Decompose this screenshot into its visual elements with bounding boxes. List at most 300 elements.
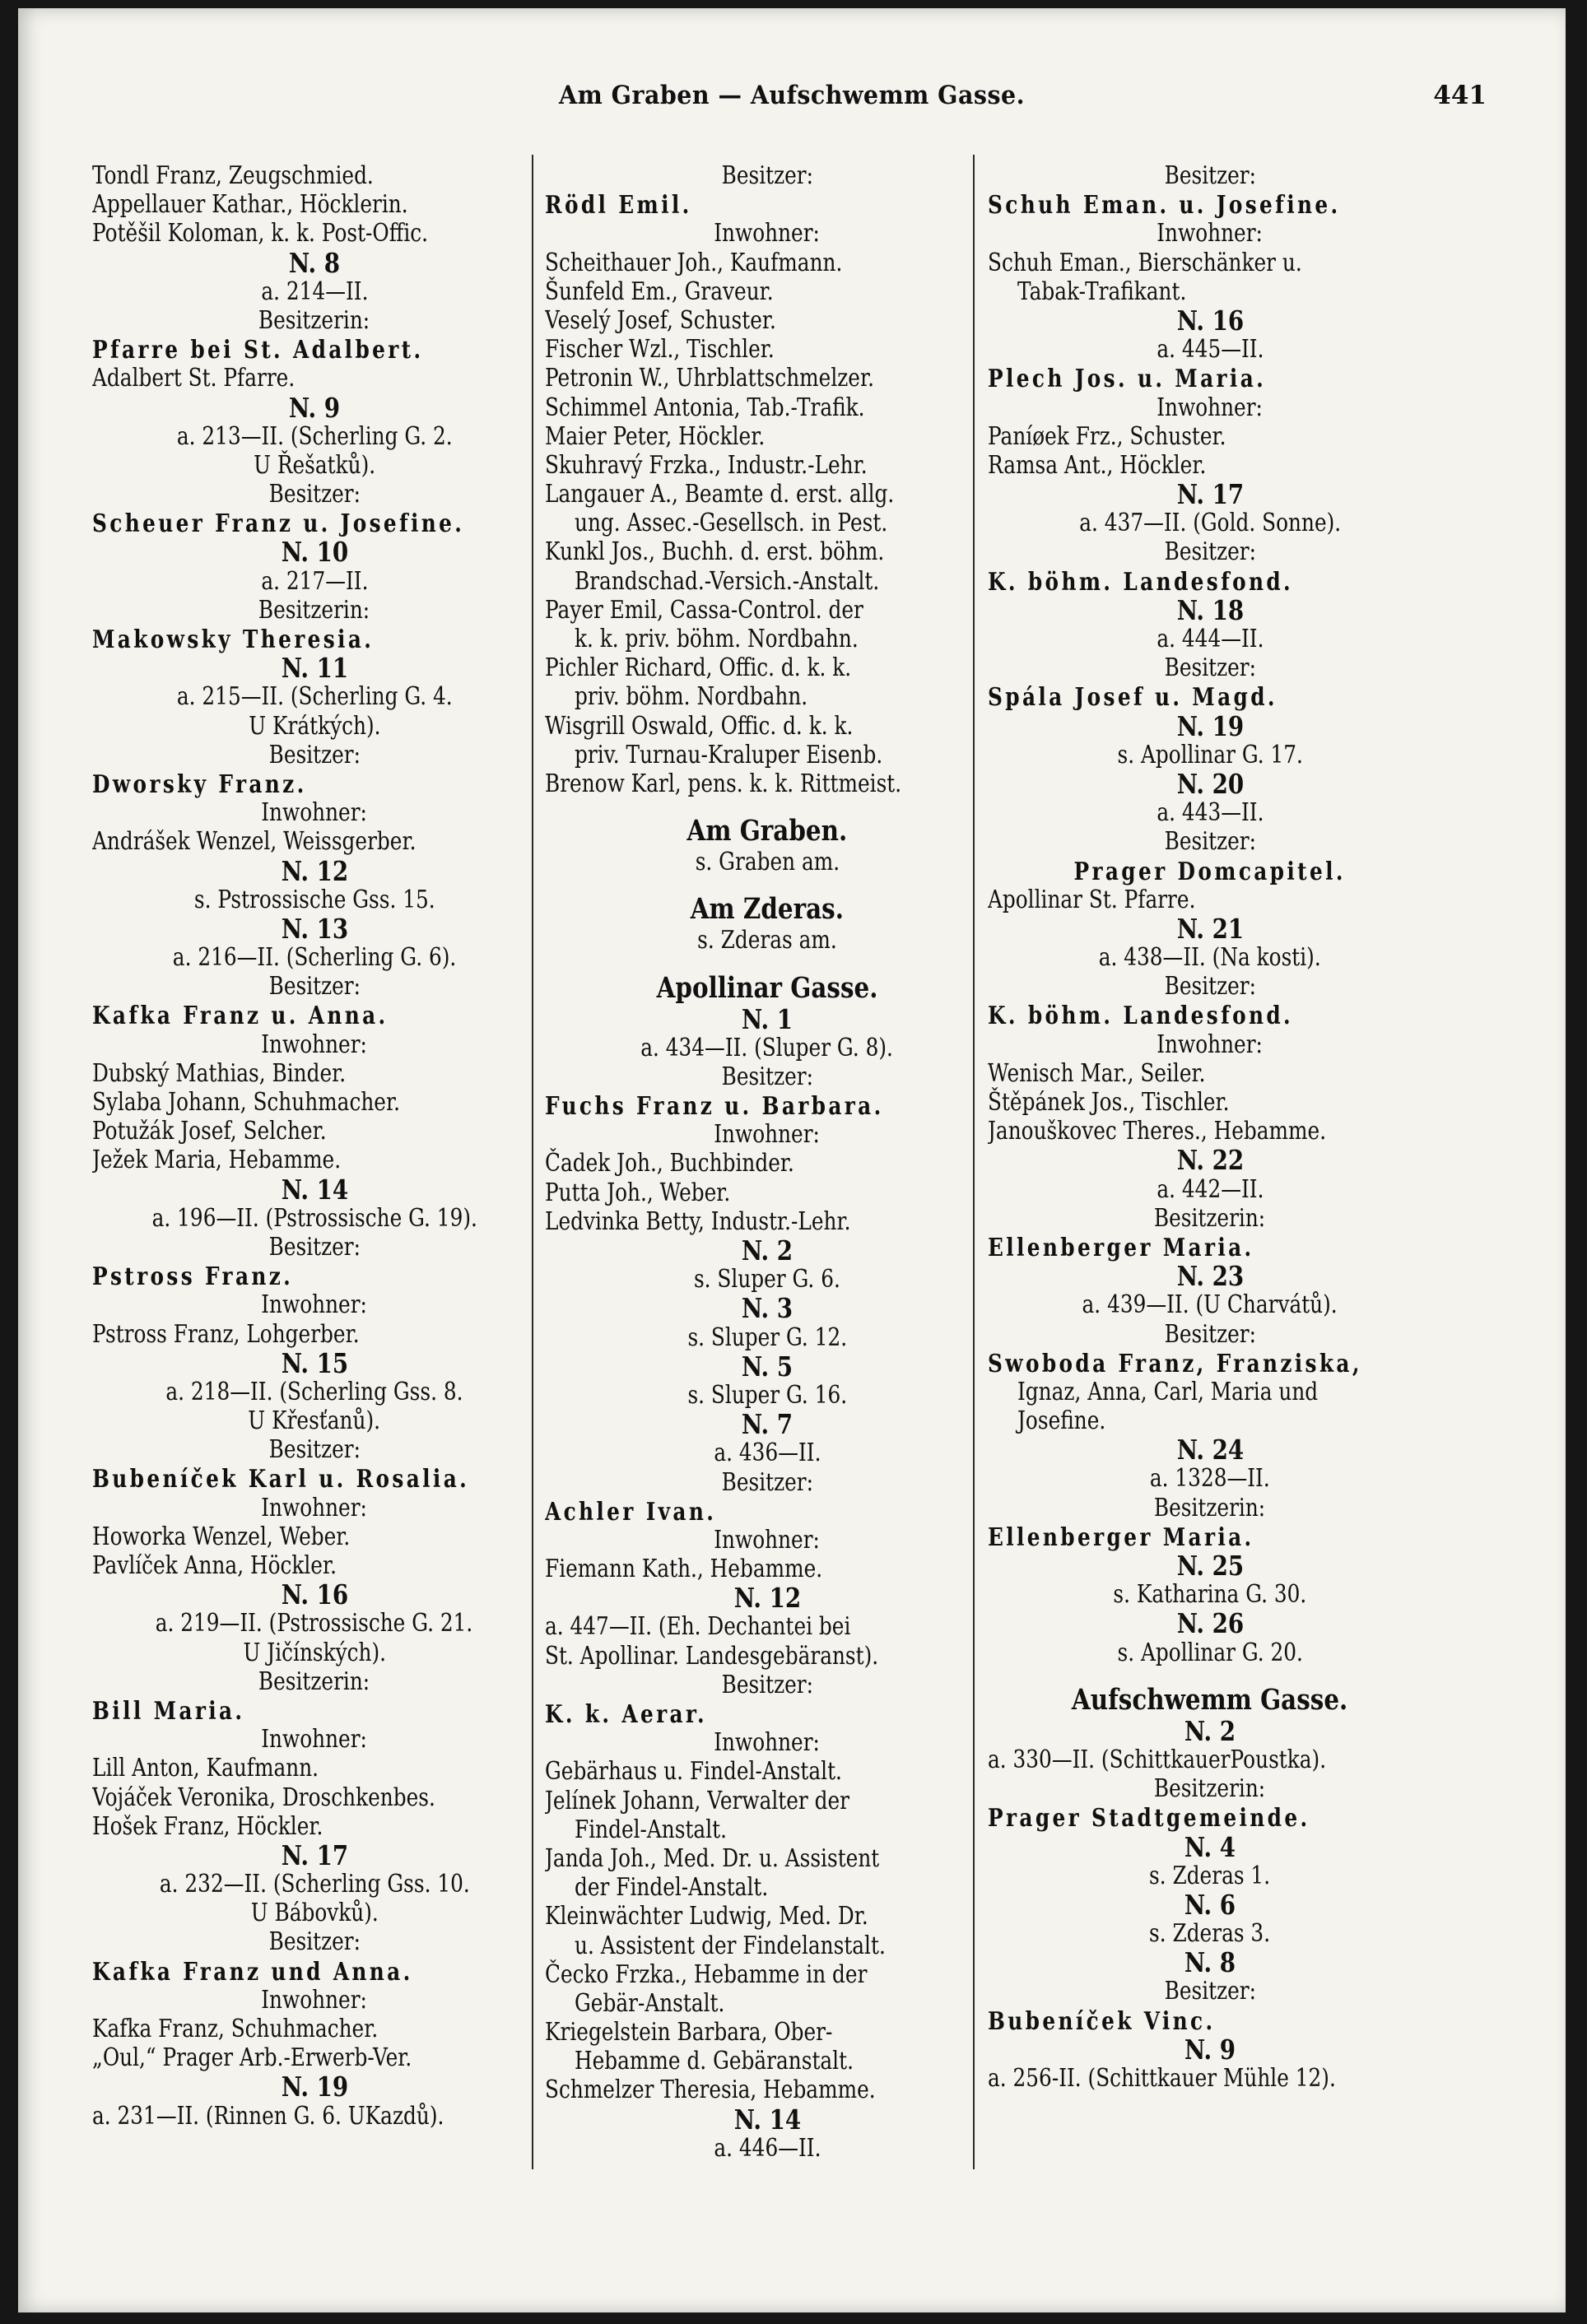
entry-line	[92, 1088, 537, 1117]
owner-name	[545, 190, 989, 219]
house-number-text: N. 26	[1176, 1607, 1244, 1640]
column-divider-left	[532, 155, 533, 2169]
entry-line	[545, 1960, 989, 1989]
section-label-text: Besitzer:	[268, 740, 361, 769]
section-label	[545, 161, 989, 190]
entry-line	[92, 2102, 537, 2131]
entry-line	[545, 1757, 989, 1786]
entry-line-text: Skuhravý Frzka., Industr.-Lehr.	[545, 450, 868, 479]
owner-name	[988, 190, 1432, 219]
entry-line-text: Fiemann Kath., Hebamme.	[545, 1555, 823, 1583]
entry-line	[92, 1146, 537, 1174]
section-label	[988, 1774, 1432, 1803]
entry-line-text: Kafka Franz, Schuhmacher.	[92, 2015, 379, 2043]
house-number	[988, 1435, 1432, 1464]
entry-line-text: Štěpánek Jos., Tischler.	[988, 1088, 1230, 1116]
house-number-text: N. 9	[288, 391, 341, 424]
owner-name	[988, 567, 1432, 596]
owner-name-text: Achler Ivan.	[545, 1496, 717, 1526]
entry-line	[92, 1522, 537, 1551]
section-label-text: Besitzerin:	[258, 595, 370, 624]
entry-line-text: Langauer A., Beamte d. erst. allg.	[545, 480, 895, 509]
section-label-text: Besitzer:	[1164, 1977, 1256, 2006]
house-number	[545, 1236, 989, 1265]
owner-name-text: K. böhm. Landesfond.	[988, 1001, 1294, 1030]
entry-line-text: Kriegelstein Barbara, Ober-	[545, 2018, 833, 2047]
section-label-text: Inwohner:	[714, 1525, 821, 1554]
page-header	[18, 81, 1566, 122]
owner-name	[92, 769, 537, 798]
section-label-text: Besitzer:	[721, 1062, 813, 1090]
section-label	[545, 848, 989, 876]
house-number	[92, 854, 537, 887]
owner-name	[92, 1957, 537, 1986]
entry-continuation-text: der Findel-Anstalt.	[575, 1873, 769, 1902]
section-label-text: Besitzer:	[1164, 537, 1256, 566]
house-number-text: N. 5	[741, 1350, 794, 1383]
section-label-text: a. 446—II.	[713, 2133, 821, 2162]
section-label	[92, 798, 537, 827]
section-label-text: Inwohner:	[261, 1290, 368, 1319]
column-divider-right	[973, 155, 975, 2169]
entry-line	[545, 364, 989, 393]
entry-line-text: Gebärhaus u. Findel-Anstalt.	[545, 1757, 842, 1786]
section-label	[988, 335, 1432, 364]
entry-line-text: Schuh Eman., Bierschänker u.	[988, 248, 1302, 277]
entry-line	[545, 653, 989, 682]
section-label	[545, 1062, 989, 1091]
section-label-text: Inwohner:	[714, 1120, 821, 1149]
entry-continuation-text: priv. Turnau-Kraluper Eisenb.	[575, 740, 883, 769]
section-label-text: s. Zderas 3.	[1149, 1919, 1271, 1948]
page-title: Am Graben — Aufschwemm Gasse.	[559, 81, 1025, 110]
house-number	[92, 536, 537, 569]
house-number	[988, 1714, 1432, 1747]
section-label-text: Inwohner:	[261, 1985, 368, 2014]
entry-continuation-text: Ignaz, Anna, Carl, Maria und	[1017, 1377, 1319, 1406]
entry-line-text: Paníøek Frz., Schuster.	[988, 421, 1226, 450]
entry-line	[545, 249, 989, 277]
entry-line-text: Apollinar St. Pfarre.	[988, 885, 1196, 913]
entry-line-text: „Oul,“ Prager Arb.-Erwerb-Ver.	[92, 2043, 412, 2072]
owner-name-text: Pfarre bei St. Adalbert.	[92, 335, 424, 365]
entry-line-text: Janouškovec Theres., Hebamme.	[988, 1117, 1327, 1146]
house-number	[92, 1346, 537, 1379]
page-number: 441	[1433, 81, 1487, 110]
section-label	[545, 1671, 989, 1699]
house-number-text: N. 8	[288, 246, 341, 279]
entry-line-text: Dubský Mathias, Binder.	[92, 1058, 347, 1087]
house-number	[92, 246, 537, 279]
section-label-text: U Řešatků).	[253, 450, 376, 479]
entry-line	[92, 1551, 537, 1580]
entry-continuation	[545, 1989, 989, 2018]
owner-name	[545, 1699, 989, 1728]
owner-name	[988, 857, 1432, 885]
entry-line	[988, 249, 1432, 277]
section-label-text: s. Zderas 1.	[1149, 1861, 1271, 1889]
section-label-text: Besitzerin:	[258, 1666, 370, 1695]
entry-line	[545, 1642, 989, 1671]
entry-line	[92, 1059, 537, 1088]
entry-line	[545, 306, 989, 335]
owner-name	[92, 1262, 537, 1290]
section-label	[988, 509, 1432, 537]
entry-continuation-text: Findel-Anstalt.	[575, 1815, 727, 1843]
street-heading	[545, 810, 989, 848]
entry-line	[92, 161, 537, 190]
section-label-text: a. 215—II. (Scherling G. 4.	[176, 682, 453, 711]
entry-continuation	[545, 1931, 989, 1960]
street-heading	[545, 967, 989, 1005]
entry-line	[988, 1745, 1432, 1774]
column-left	[92, 161, 537, 2131]
entry-line	[545, 480, 989, 509]
house-number-text: N. 10	[281, 536, 348, 569]
owner-name	[988, 682, 1432, 711]
entry-line-text: Lill Anton, Kaufmann.	[92, 1754, 319, 1783]
section-label-text: s. Pstrossische Gss. 15.	[193, 885, 435, 913]
house-number	[988, 1609, 1432, 1638]
section-label	[92, 277, 537, 306]
owner-name	[92, 335, 537, 364]
entry-continuation-text: Brandschad.-Versich.-Anstalt.	[575, 566, 880, 595]
section-label-text: a. 437—II. (Gold. Sonne).	[1079, 509, 1341, 537]
entry-line-text: Petronin W., Uhrblattschmelzer.	[545, 364, 874, 393]
owner-name-text: Makowsky Theresia.	[92, 625, 375, 653]
house-number-text: N. 18	[1176, 593, 1244, 626]
section-label	[545, 1265, 989, 1294]
house-number-text: N. 8	[1184, 1946, 1236, 1979]
owner-name-text: Bubeníček Karl u. Rosalia.	[92, 1464, 470, 1494]
entry-line-text: Jelínek Johann, Verwalter der	[545, 1786, 849, 1815]
entry-continuation	[988, 277, 1432, 306]
section-label-text: s. Apollinar G. 20.	[1117, 1638, 1303, 1666]
entry-line	[545, 2018, 989, 2047]
entry-line-text: Schimmel Antonia, Tab.-Trafik.	[545, 393, 865, 421]
entry-line	[545, 1555, 989, 1583]
section-label-text: Inwohner:	[261, 1725, 368, 1754]
house-number	[545, 1582, 989, 1615]
entry-line-text: Brenow Karl, pens. k. k. Rittmeist.	[545, 769, 902, 797]
section-label	[92, 1435, 537, 1464]
entry-line	[988, 1088, 1432, 1117]
section-label-text: Besitzer:	[1164, 1319, 1256, 1348]
entry-line	[988, 2064, 1432, 2093]
owner-name-text: K. k. Aerar.	[545, 1699, 708, 1728]
entry-line	[92, 1117, 537, 1146]
section-label-text: a. 216—II. (Scherling G. 6).	[172, 943, 457, 972]
owner-name-text: Ellenberger Maria.	[988, 1522, 1254, 1551]
owner-name	[988, 364, 1432, 393]
entry-continuation-text: Gebär-Anstalt.	[575, 1988, 725, 2017]
owner-name	[988, 1803, 1432, 1832]
section-label	[988, 798, 1432, 827]
section-label-text: a. 1328—II.	[1150, 1464, 1270, 1493]
owner-name-text: Pstross Franz.	[92, 1262, 294, 1291]
section-label-text: Inwohner:	[261, 1030, 368, 1058]
house-number	[988, 1260, 1432, 1293]
section-label	[92, 1233, 537, 1262]
section-label-text: Besitzer:	[268, 1232, 361, 1261]
entry-continuation-text: ung. Assec.-Gesellsch. in Pest.	[575, 509, 888, 537]
entry-line	[545, 2075, 989, 2104]
section-label-text: a. 214—II.	[260, 277, 369, 305]
entry-line	[545, 1149, 989, 1178]
entry-line	[92, 827, 537, 856]
entry-continuation-text: Josefine.	[1017, 1406, 1106, 1435]
entry-line-text: Potužák Josef, Selcher.	[92, 1117, 327, 1146]
section-label	[92, 1204, 537, 1233]
section-label	[988, 537, 1432, 566]
house-number	[92, 2072, 537, 2101]
entry-continuation-text: Tabak-Trafikant.	[1017, 277, 1187, 305]
house-number-text: N. 19	[1176, 709, 1244, 742]
owner-name-text: Rödl Emil.	[545, 190, 692, 220]
house-number-text: N. 20	[1176, 767, 1244, 800]
street-heading	[988, 1679, 1432, 1717]
section-label-text: a. 196—II. (Pstrossische G. 19).	[151, 1203, 477, 1232]
entry-line	[545, 712, 989, 741]
house-number-text: N. 13	[281, 912, 348, 945]
owner-name-text: Dworsky Franz.	[92, 769, 307, 798]
section-label	[545, 1120, 989, 1149]
entry-line-text: Veselý Josef, Schuster.	[545, 305, 776, 334]
entry-continuation-text: priv. böhm. Nordbahn.	[575, 682, 808, 711]
entry-line-text: Vojáček Veronika, Droschkenbes.	[92, 1783, 435, 1811]
house-number	[988, 1830, 1432, 1863]
section-label-text: a. 219—II. (Pstrossische G. 21.	[156, 1609, 473, 1638]
house-number-text: N. 24	[1176, 1434, 1244, 1466]
entry-continuation	[545, 2047, 989, 2075]
entry-line-text: Ježek Maria, Hebamme.	[92, 1146, 342, 1174]
section-label-text: U Bábovků).	[250, 1899, 379, 1927]
owner-name	[92, 1696, 537, 1725]
section-label	[988, 827, 1432, 856]
section-label	[92, 1494, 537, 1522]
entry-line	[92, 1320, 537, 1349]
house-number-text: N. 14	[733, 2103, 801, 2136]
owner-name-text: Schuh Eman. u. Josefine.	[988, 190, 1341, 220]
section-label	[92, 422, 537, 451]
section-label	[92, 451, 537, 480]
section-label-text: Inwohner:	[261, 1493, 368, 1522]
section-label-text: Besitzer:	[268, 1435, 361, 1464]
house-number-text: N. 7	[741, 1408, 794, 1441]
owner-name-text: Plech Jos. u. Maria.	[988, 364, 1267, 393]
section-label-text: Inwohner:	[714, 1728, 821, 1757]
section-label-text: a. 436—II.	[713, 1439, 821, 1467]
entry-line-text: Ledvinka Betty, Industr.-Lehr.	[545, 1206, 851, 1235]
section-label-text: Besitzer:	[1164, 653, 1256, 682]
entry-continuation-text: u. Assistent der Findelanstalt.	[575, 1931, 886, 1959]
section-label	[92, 480, 537, 509]
section-label-text: s. Katharina G. 30.	[1113, 1580, 1307, 1609]
directory-page	[18, 8, 1566, 2312]
section-label-text: s. Sluper G. 12.	[687, 1322, 847, 1351]
entry-line-text: Wisgrill Oswald, Offic. d. k. k.	[545, 711, 854, 740]
entry-continuation	[545, 567, 989, 596]
section-label-text: a. 442—II.	[1156, 1174, 1264, 1203]
entry-line-text: a. 447—II. (Eh. Dechantei bei	[545, 1612, 851, 1641]
entry-line	[545, 1612, 989, 1641]
section-label	[988, 161, 1432, 190]
entry-line-text: Scheithauer Joh., Kaufmann.	[545, 248, 843, 277]
section-label-text: a. 439—II. (U Charvátů).	[1082, 1290, 1338, 1319]
house-number-text: N. 17	[1176, 478, 1244, 511]
section-label	[92, 741, 537, 769]
house-number	[988, 1144, 1432, 1177]
section-label-text: U Krátkých).	[248, 711, 381, 740]
house-number	[988, 769, 1432, 798]
section-label	[988, 1494, 1432, 1522]
house-number	[545, 1410, 989, 1439]
entry-line	[545, 537, 989, 566]
section-label	[92, 712, 537, 741]
section-label	[545, 1526, 989, 1555]
entry-line	[545, 335, 989, 364]
section-label-text: U Jičínských).	[243, 1638, 386, 1666]
house-number-text: N. 12	[281, 854, 348, 887]
section-label	[92, 943, 537, 972]
house-number-text: N. 22	[1176, 1144, 1244, 1177]
entry-line-text: Pstross Franz, Lohgerber.	[92, 1319, 360, 1348]
section-label	[988, 741, 1432, 769]
entry-line-text: St. Apollinar. Landesgebäranst).	[545, 1641, 879, 1670]
street-heading-text: Apollinar Gasse.	[656, 970, 878, 1005]
section-label-text: Inwohner:	[714, 219, 821, 248]
entry-line-text: Andrášek Wenzel, Weissgerber.	[92, 827, 417, 856]
section-label-text: Besitzerin:	[1154, 1203, 1266, 1232]
section-label	[92, 1290, 537, 1319]
entry-continuation	[545, 509, 989, 537]
section-label	[92, 306, 537, 335]
entry-continuation	[545, 1815, 989, 1844]
section-label	[988, 1580, 1432, 1609]
owner-name-text: Prager Stadtgemeinde.	[988, 1803, 1310, 1833]
entry-line	[545, 1844, 989, 1873]
house-number	[92, 393, 537, 422]
section-label-text: Inwohner:	[1157, 219, 1264, 248]
owner-name	[92, 625, 537, 653]
section-label	[92, 1986, 537, 2015]
entry-line-text: a. 330—II. (SchittkauerPoustka).	[988, 1745, 1327, 1773]
entry-line	[92, 1812, 537, 1841]
section-label	[988, 972, 1432, 1001]
section-label-text: Besitzer:	[1164, 161, 1256, 189]
owner-name	[988, 1001, 1432, 1030]
section-label	[545, 1034, 989, 1062]
section-label-text: Besitzer:	[268, 972, 361, 1001]
entry-line	[988, 1117, 1432, 1146]
section-label	[545, 1468, 989, 1497]
section-label	[545, 1323, 989, 1352]
section-label-text: a. 232—II. (Scherling Gss. 10.	[159, 1870, 470, 1899]
owner-name-text: Spála Josef u. Magd.	[988, 682, 1278, 712]
house-number	[92, 652, 537, 685]
section-label	[988, 393, 1432, 422]
section-label-text: s. Apollinar G. 17.	[1117, 740, 1303, 769]
owner-name	[545, 1497, 989, 1526]
entry-line-text: Pavlíček Anna, Höckler.	[92, 1551, 337, 1579]
section-label	[988, 1919, 1432, 1948]
section-label	[988, 1204, 1432, 1233]
owner-name-text: Ellenberger Maria.	[988, 1232, 1254, 1262]
section-label	[988, 1290, 1432, 1319]
section-label	[92, 1638, 537, 1667]
entry-line-text: Ramsa Ant., Höckler.	[988, 450, 1207, 479]
entry-line-text: Tondl Franz, Zeugschmied.	[92, 161, 374, 189]
street-heading-text: Am Zderas.	[690, 892, 845, 927]
entry-line-text: Janda Joh., Med. Dr. u. Assistent	[545, 1843, 880, 1872]
entry-line-text: a. 231—II. (Rinnen G. 6. UKazdů).	[92, 2101, 444, 2130]
house-number-text: N. 9	[1184, 2033, 1236, 2066]
owner-name-text: Swoboda Franz, Franziska,	[988, 1348, 1362, 1378]
house-number	[92, 1580, 537, 1609]
section-label	[92, 596, 537, 625]
entry-continuation	[988, 1406, 1432, 1435]
house-number	[92, 1838, 537, 1871]
entry-line	[988, 885, 1432, 914]
section-label-text: Besitzerin:	[1154, 1493, 1266, 1522]
entry-line-text: Wenisch Mar., Seiler.	[988, 1058, 1206, 1087]
house-number	[988, 914, 1432, 943]
section-label	[988, 1638, 1432, 1667]
entry-line-text: Fischer Wzl., Tischler.	[545, 335, 775, 364]
section-label	[92, 1667, 537, 1696]
section-label	[988, 653, 1432, 682]
section-label-text: a. 444—II.	[1156, 625, 1264, 653]
section-label	[92, 1609, 537, 1638]
section-label-text: Inwohner:	[1157, 393, 1264, 421]
entry-line-text: Kunkl Jos., Buchh. d. erst. böhm.	[545, 537, 885, 566]
section-label-text: s. Graben am.	[695, 848, 840, 876]
house-number-text: N. 2	[741, 1234, 794, 1267]
house-number	[545, 1352, 989, 1381]
entry-line	[92, 2043, 537, 2072]
section-label	[545, 926, 989, 955]
entry-continuation	[545, 682, 989, 711]
section-label	[545, 1728, 989, 1757]
house-number	[988, 306, 1432, 335]
house-number	[988, 1890, 1432, 1919]
entry-line-text: Čecko Frzka., Hebamme in der	[545, 1959, 868, 1988]
section-label-text: s. Sluper G. 16.	[687, 1380, 847, 1409]
house-number	[545, 1292, 989, 1325]
street-heading	[545, 888, 989, 926]
entry-line-text: Payer Emil, Cassa-Control. der	[545, 595, 863, 624]
entry-continuation-text: Hebamme d. Gebäranstalt.	[575, 2047, 854, 2075]
owner-name-text: Bubeníček Vinc.	[988, 2006, 1216, 2035]
section-label-text: Besitzer:	[721, 1467, 813, 1496]
entry-line-text: Adalbert St. Pfarre.	[92, 364, 296, 393]
section-label	[988, 943, 1432, 972]
column-middle	[545, 161, 989, 2163]
section-label-text: a. 443—II.	[1156, 798, 1264, 827]
house-number-text: N. 19	[281, 2071, 348, 2103]
section-label-text: a. 438—II. (Na kosti).	[1098, 943, 1322, 972]
house-number	[988, 1551, 1432, 1580]
house-number-text: N. 17	[281, 1838, 348, 1871]
section-label	[988, 1030, 1432, 1059]
section-label-text: s. Zderas am.	[697, 926, 837, 955]
section-label-text: a. 434—II. (Sluper G. 8).	[640, 1033, 894, 1062]
section-label	[988, 1175, 1432, 1204]
house-number-text: N. 3	[741, 1292, 794, 1325]
owner-name	[988, 2006, 1432, 2035]
section-label	[988, 219, 1432, 248]
entry-continuation-text: k. k. priv. böhm. Nordbahn.	[575, 625, 859, 653]
